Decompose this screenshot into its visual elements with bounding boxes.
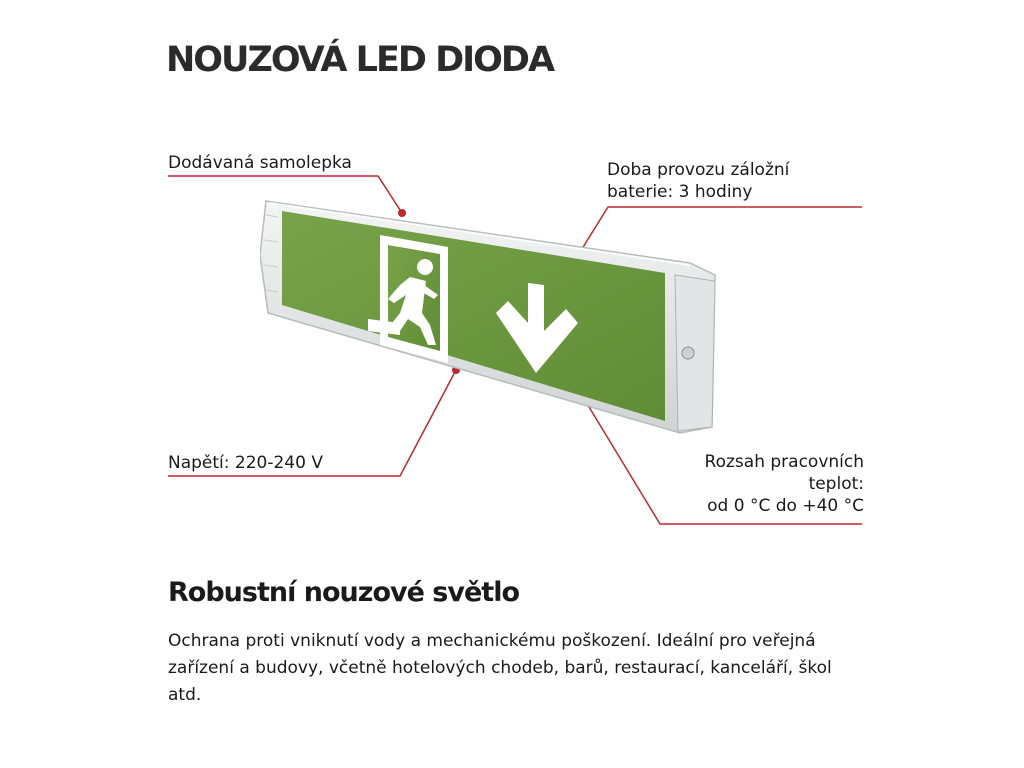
- callout-voltage: [168, 452, 323, 474]
- sign-green-face: [282, 211, 665, 421]
- sign-screw: [682, 347, 694, 359]
- callout-temp-line3: od 0 °C do +40 °C: [707, 496, 864, 516]
- callout-sticker: [168, 152, 352, 174]
- callout-temp-line2: teplot:: [808, 474, 864, 494]
- sign-endcap-right: [675, 275, 715, 431]
- section-heading: Robustní nouzové světlo: [168, 577, 520, 608]
- page-title: NOUZOVÁ LED DIODA: [166, 40, 554, 80]
- callout-voltage-text: Napětí: 220-240 V: [168, 453, 323, 473]
- callout-battery-line1: Doba provozu záložní: [607, 160, 790, 180]
- emergency-light-sign: [260, 195, 720, 445]
- callout-temperature: [705, 451, 864, 517]
- callout-temp-line1: Rozsah pracovních: [704, 452, 864, 472]
- callout-battery-line2: baterie: 3 hodiny: [607, 182, 753, 202]
- section-description: Ochrana proti vniknutí vody a mechanickému poškození. Ideální pro veřejná zařízení a budovy, včetně hotelových chodeb, barů, restaurací, kanceláří, škol atd.: [168, 631, 832, 705]
- callout-battery: [607, 159, 789, 203]
- callout-sticker-text: Dodávaná samolepka: [168, 153, 352, 173]
